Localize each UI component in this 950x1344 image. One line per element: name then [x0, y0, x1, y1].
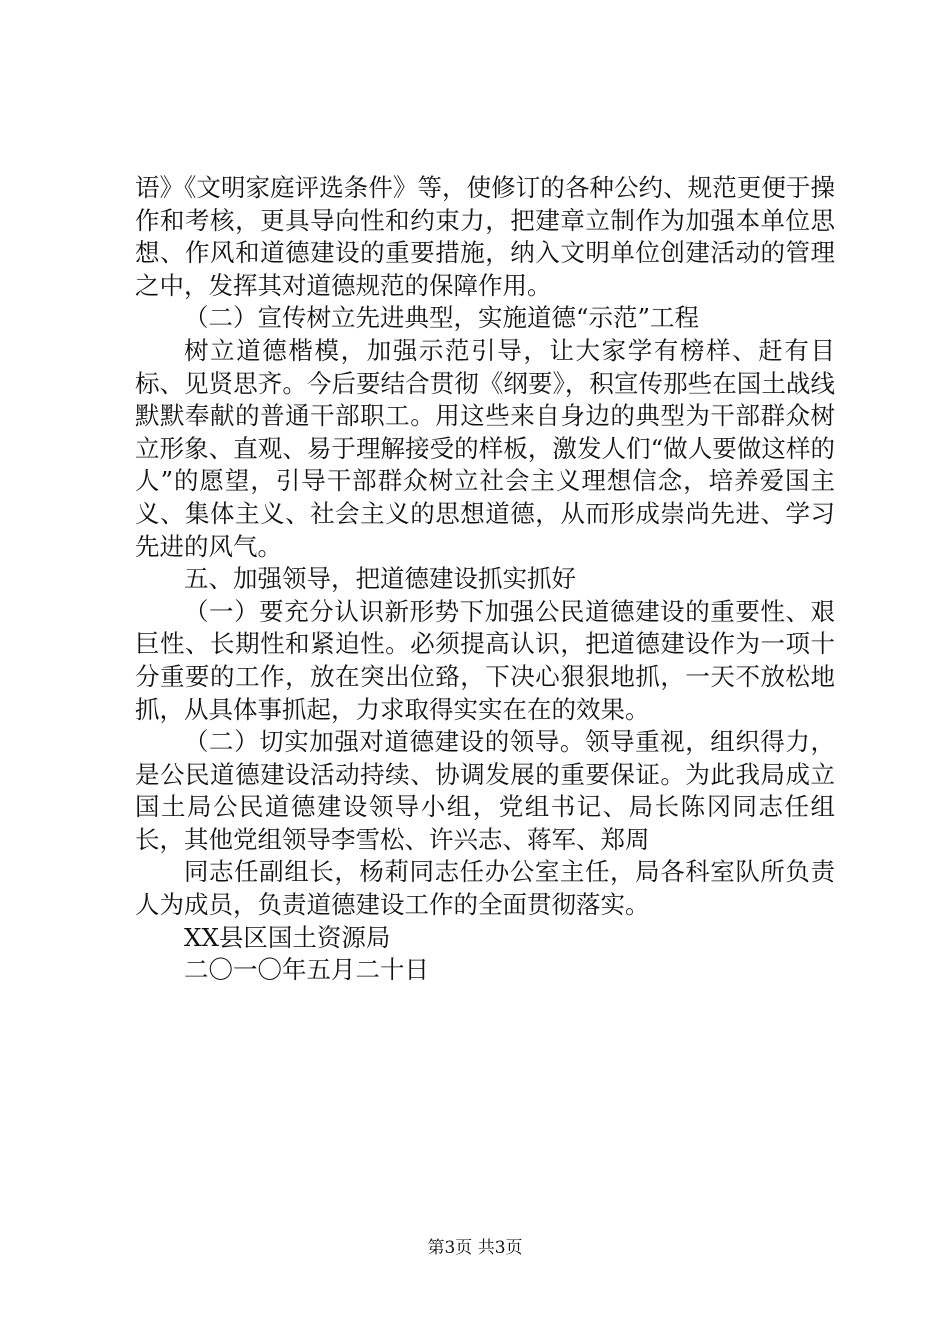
paragraph-moral-models: 树立道德楷模，加强示范引导，让大家学有榜样、赶有目标、见贤思齐。今后要结合贯彻《纲要》，积宣传那些在国土战线默默奉献的普通干部职工。用这些来自身边的典型为干部群众树立形象、直观、易于理解接受的样板，激发人们“做人要做这样的人”的愿望，引导干部群众树立社会主义理想信念，培养爱国主义、集体主义、社会主义的思想道德，从而形成崇尚先进、学习先进的风气。 — [135, 335, 835, 561]
paragraph-leadership-continued: 同志任副组长，杨莉同志任办公室主任，局各科室队所负责人为成员，负责道德建设工作的全面贯彻落实。 — [135, 857, 835, 920]
section-heading-publicize-models: （二）宣传树立先进典型，实施道德“示范”工程 — [184, 303, 700, 333]
page-number-footer: 第3页 共3页 — [427, 1238, 523, 1258]
paragraph-continuation: 语》《文明家庭评选条件》等，使修订的各种公约、规范更便于操作和考核，更具导向性和约束力，把建章立制作为加强本单位思想、作风和道德建设的重要措施，纳入文明单位创建活动的管理之中，发挥其对道德规范的保障作用。 — [135, 173, 835, 300]
paragraph-importance: （一）要充分认识新形势下加强公民道德建设的重要性、艰巨性、长期性和紧迫性。必须提高认识，把道德建设作为一项十分重要的工作，放在突出位臵，下决心狠狠地抓，一天不放松地抓，从具体事抓起，力求取得实实在在的效果。 — [135, 596, 835, 724]
document-body — [135, 172, 835, 987]
paragraph-leadership: （二）切实加强对道德建设的领导。领导重视，组织得力，是公民道德建设活动持续、协调发展的重要保证。为此我局成立国土局公民道德建设领导小组，党组书记、局长陈冈同志任组长，其他党组领导李雪松、许兴志、蒋军、郑周 — [135, 727, 835, 854]
section-heading-strengthen-leadership: 五、加强领导，把道德建设抓实抓好 — [184, 564, 576, 594]
signature-date: 二〇一〇年五月二十日 — [184, 955, 429, 985]
signature-organization: XX县区国土资源局 — [184, 922, 391, 952]
